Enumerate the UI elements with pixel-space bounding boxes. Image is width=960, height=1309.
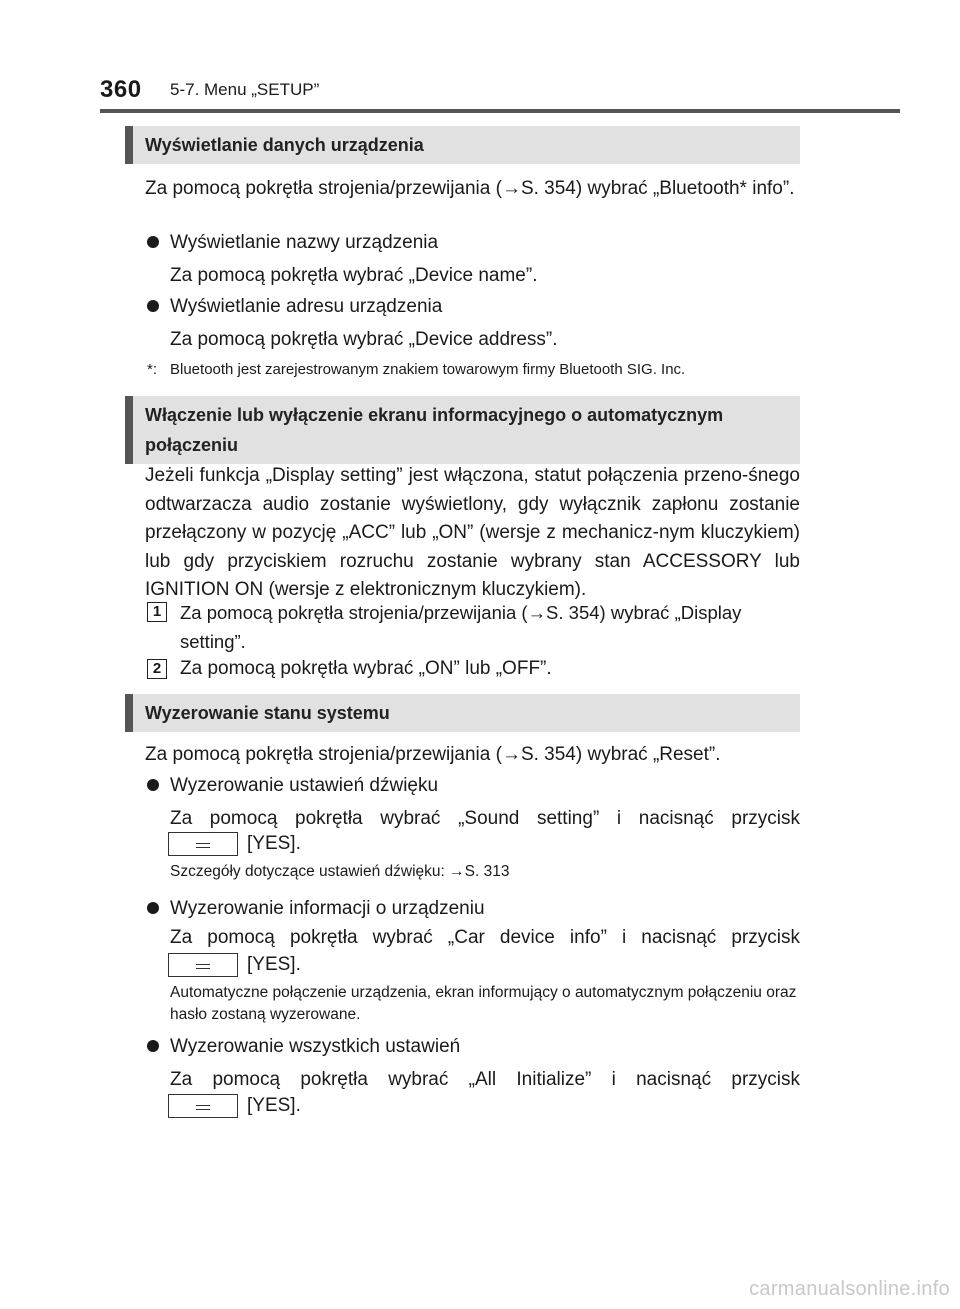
bullet-icon — [147, 300, 159, 312]
item-instruction: Za pomocą pokrętła wybrać „All Initialize” i nacisnąć przycisk — [170, 1069, 800, 1090]
item-instruction: Za pomocą pokrętła wybrać „Car device info” i nacisnąć przycisk — [170, 927, 800, 948]
item-instruction: Za pomocą pokrętła wybrać „Sound setting” i nacisnąć przycisk — [170, 808, 800, 829]
yes-button-icon — [168, 1094, 238, 1118]
section-title-line: Włączenie lub wyłączenie ekranu informacyjnego o automatycznym — [145, 405, 724, 425]
step-text: Za pomocą pokrętła wybrać „ON” lub „OFF”. — [180, 658, 552, 679]
item-heading: Wyświetlanie nazwy urządzenia — [170, 232, 439, 253]
footnote: Bluetooth jest zarejestrowanym znakiem towarowym firmy Bluetooth SIG. Inc. — [170, 361, 686, 378]
yes-label: [YES]. — [247, 954, 301, 975]
page-number: 360 — [100, 76, 142, 103]
item-heading: Wyświetlanie adresu urządzenia — [170, 296, 443, 317]
item-instruction: Za pomocą pokrętła wybrać „Device name”. — [170, 265, 538, 286]
step-number: 1 — [147, 602, 167, 622]
yes-button-icon — [168, 832, 238, 856]
section-1-intro: Za pomocą pokrętła strojenia/przewijania (→S. 354) wybrać „Bluetooth* info”. — [145, 178, 795, 199]
section-3-intro: Za pomocą pokrętła strojenia/przewijania (→S. 354) wybrać „Reset”. — [145, 744, 721, 765]
yes-label: [YES]. — [247, 1095, 301, 1116]
watermark: carmanualsonline.info — [749, 1278, 950, 1300]
item-heading: Wyzerowanie ustawień dźwięku — [170, 775, 439, 796]
item-heading: Wyzerowanie wszystkich ustawień — [170, 1036, 461, 1057]
item-note: Automatyczne połączenie urządzenia, ekran informujący o automatycznym połączeniu oraz hasło zostaną wyzerowane. — [170, 984, 797, 1023]
header-rule — [100, 109, 900, 113]
yes-button-icon — [168, 953, 238, 977]
section-title-line: połączeniu — [145, 435, 239, 455]
section-title-reset: Wyzerowanie stanu systemu — [125, 694, 800, 732]
section-title-info-screen — [125, 396, 800, 464]
section-2-paragraph: Jeżeli funkcja „Display setting” jest włączona, statut połączenia przeno-śnego odtwarzacza audio zostanie wyświetlony, gdy wyłącznik zapłonu zostanie przełączony w pozycję „ACC” lub „ON” (wersje z mechanicz-nym kluczykiem) lub gdy przyciskiem rozruchu zostanie wybrany stan ACCESSORY lub IGNITION ON (wersje z elektronicznym kluczykiem). — [145, 465, 800, 600]
item-instruction: Za pomocą pokrętła wybrać „Device address”. — [170, 329, 558, 350]
bullet-icon — [147, 902, 159, 914]
item-note: Szczegóły dotyczące ustawień dźwięku: →S. 313 — [170, 863, 510, 880]
step-text: Za pomocą pokrętła strojenia/przewijania (→S. 354) wybrać „Display setting”. — [180, 602, 742, 652]
step-number: 2 — [147, 659, 167, 679]
item-heading: Wyzerowanie informacji o urządzeniu — [170, 898, 485, 919]
bullet-icon — [147, 1040, 159, 1052]
yes-label: [YES]. — [247, 833, 301, 854]
bullet-icon — [147, 236, 159, 248]
footnote-mark: *: — [147, 361, 158, 378]
section-header: 5-7. Menu „SETUP” — [170, 80, 320, 99]
bullet-icon — [147, 779, 159, 791]
section-title-device-info: Wyświetlanie danych urządzenia — [125, 126, 800, 164]
